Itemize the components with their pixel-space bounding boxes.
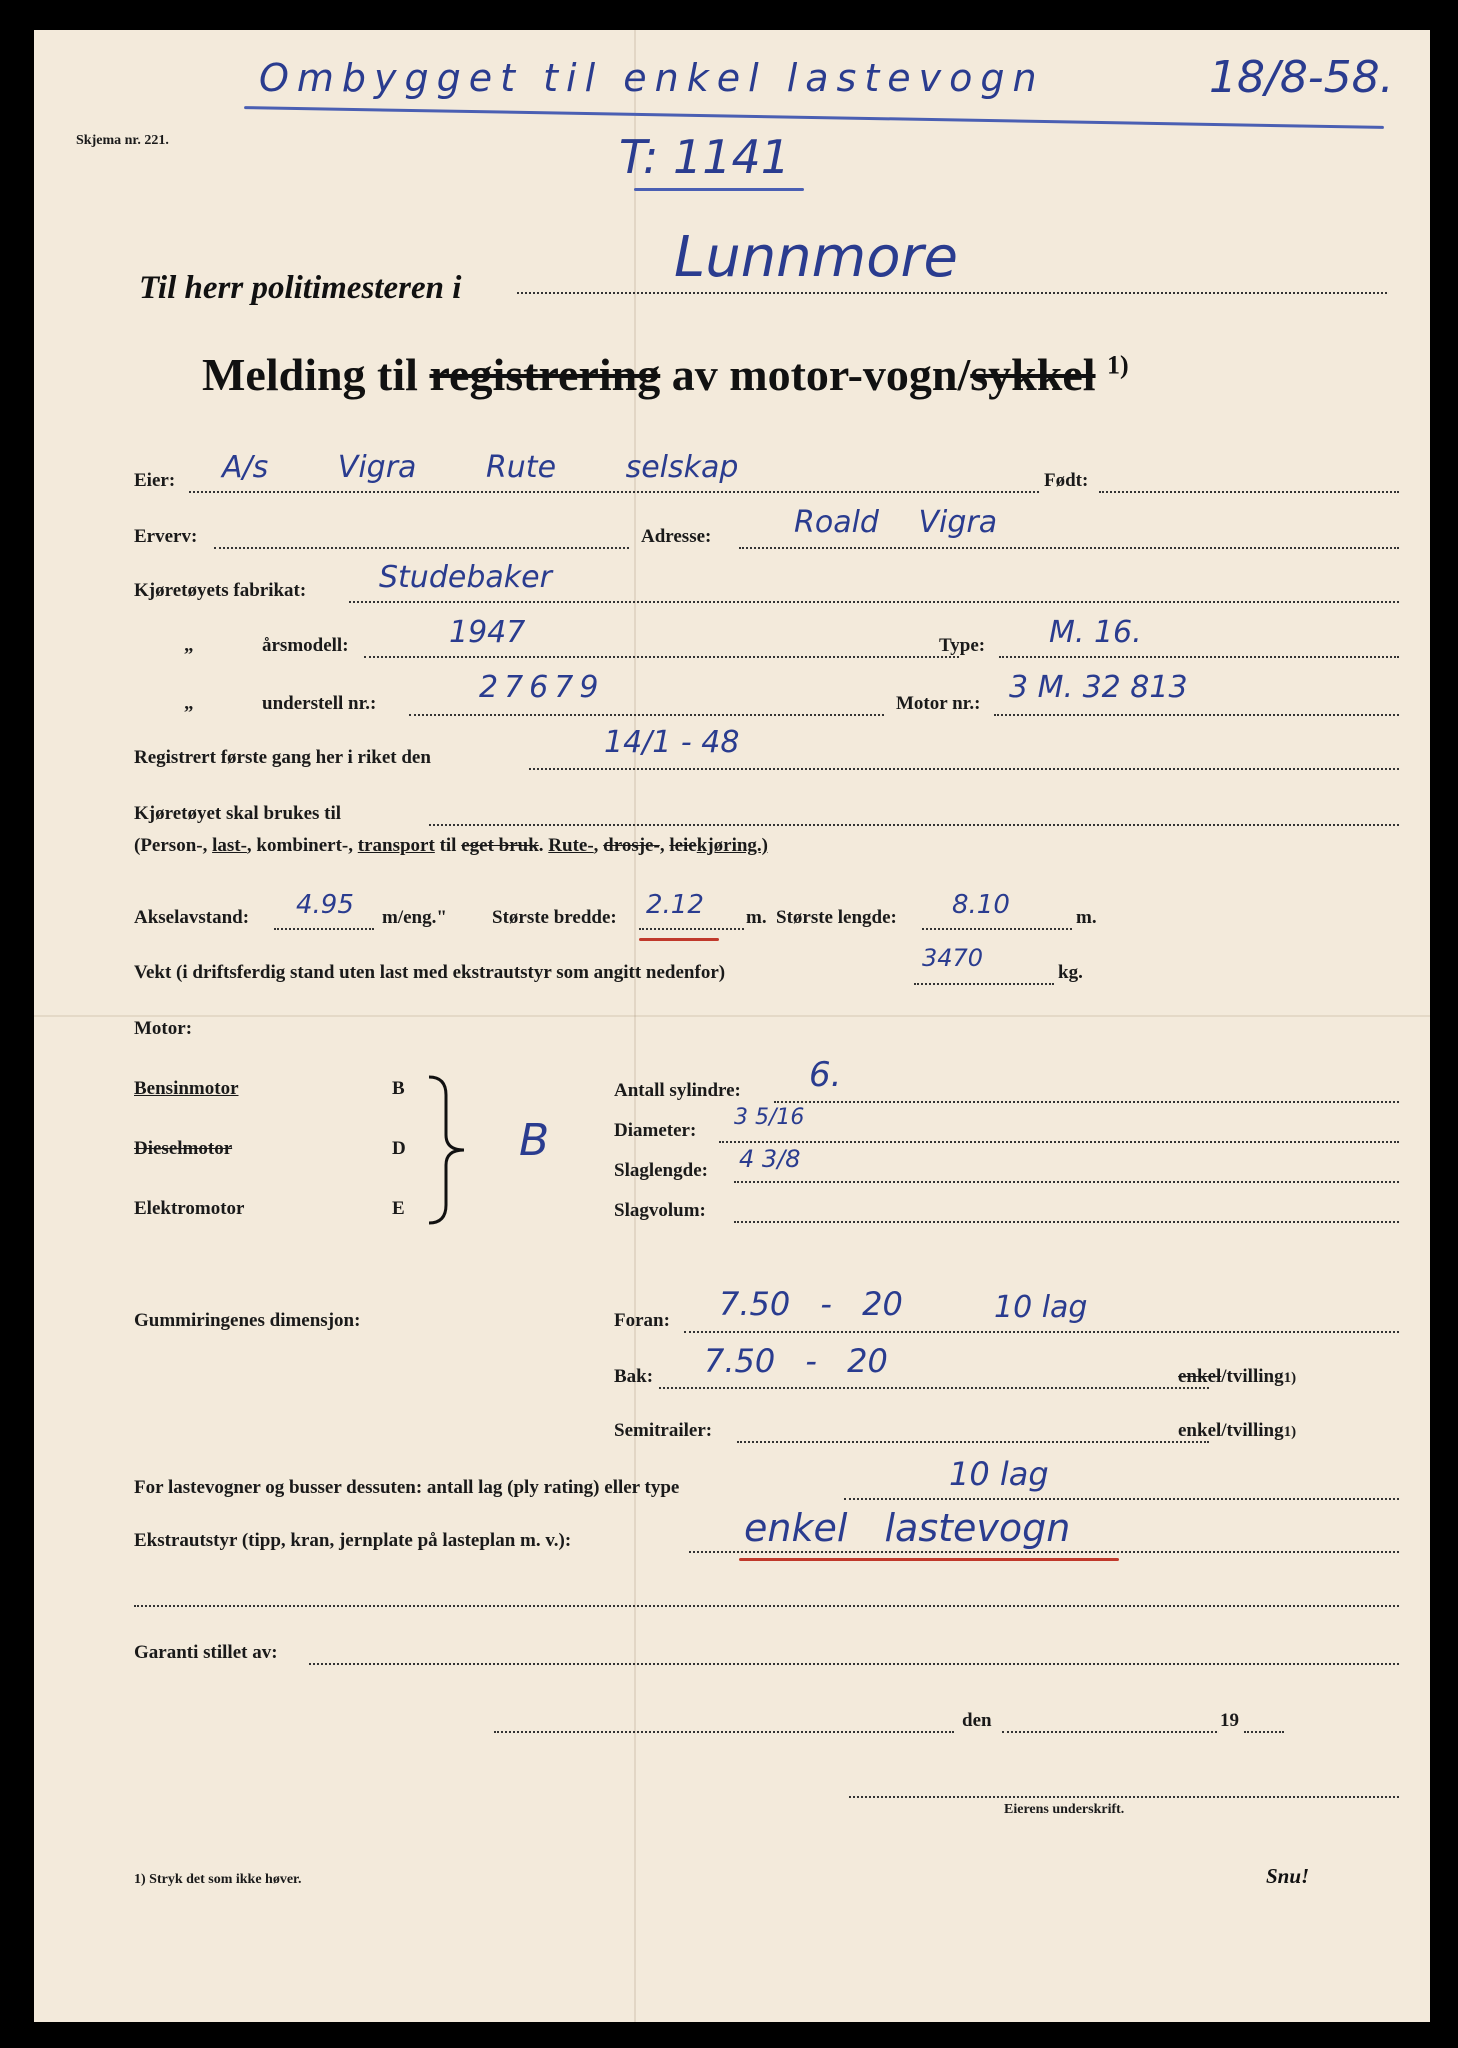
- arsmodell-value: 1947: [449, 615, 526, 650]
- semitrailer-line: [737, 1441, 1209, 1443]
- motor-label: Motor:: [134, 1018, 193, 1039]
- type-value: M. 16.: [1049, 615, 1142, 650]
- slaglengde-line: [734, 1181, 1399, 1183]
- bak-line: [659, 1387, 1209, 1389]
- title-part1: Melding til: [202, 349, 418, 400]
- usage-opt-sep3: ,: [659, 835, 670, 856]
- sylindre-label: Antall sylindre:: [614, 1080, 741, 1101]
- annotation-underline: [244, 106, 1384, 129]
- usage-opt-transport: transport: [357, 835, 435, 856]
- eier-line: [189, 491, 1039, 493]
- vekt-label: Vekt (i driftsferdig stand uten last med ekstrautstyr som angitt nedenfor): [134, 962, 726, 983]
- motor-code-d: D: [392, 1138, 406, 1159]
- arsmodell-line: [364, 656, 959, 658]
- foran-line: [684, 1331, 1399, 1333]
- motor-nr-line: [994, 714, 1399, 716]
- footnote-text: 1) Stryk det som ikke høver.: [134, 1872, 302, 1887]
- signature-line: [849, 1796, 1399, 1798]
- motor-type-diesel: Dieselmotor: [134, 1138, 233, 1159]
- sylindre-value: 6.: [809, 1055, 842, 1095]
- lengde-line: [922, 928, 1072, 930]
- bredde-label: Største bredde:: [492, 907, 617, 928]
- form-title: [202, 348, 1129, 401]
- bredde-line: [639, 928, 744, 930]
- semitrailer-enkel-tvilling: enkel/tvilling: [1178, 1420, 1284, 1441]
- semitrailer-suffix: [1178, 1420, 1296, 1442]
- garanti-label: Garanti stillet av:: [134, 1642, 278, 1663]
- fabrikat-value: Studebaker: [379, 560, 552, 595]
- lengde-label: Største lengde:: [776, 907, 897, 928]
- year-line: [1244, 1731, 1284, 1733]
- motor-type-elektro: Elektromotor: [134, 1198, 245, 1219]
- usage-opt-person: (Person-,: [134, 835, 213, 856]
- slaglengde-label: Slaglengde:: [614, 1160, 708, 1181]
- bredde-value: 2.12: [646, 890, 704, 920]
- form-number: Skjema nr. 221.: [76, 133, 169, 148]
- fodt-line: [1099, 491, 1399, 493]
- garanti-line: [309, 1663, 1399, 1665]
- title-struck-sykkel: sykkel: [970, 349, 1096, 400]
- aksel-line: [274, 928, 374, 930]
- slagvolum-line: [734, 1221, 1399, 1223]
- annotation-rebuilt: Ombygget til enkel lastevogn: [259, 56, 1045, 100]
- motor-selected: B: [519, 1115, 550, 1166]
- type-line: [999, 656, 1399, 658]
- adresse-label: Adresse:: [641, 526, 712, 547]
- usage-opt-last: last-: [212, 835, 247, 856]
- aksel-value: 4.95: [296, 890, 354, 920]
- diameter-label: Diameter:: [614, 1120, 697, 1141]
- quote-mark-1: „: [184, 635, 194, 656]
- tires-label: Gummiringenes dimensjon:: [134, 1310, 361, 1331]
- ekstra-red-underline: [739, 1558, 1119, 1561]
- erverv-label: Erverv:: [134, 526, 198, 547]
- year-prefix: 19: [1220, 1710, 1239, 1731]
- usage-opt-eget-bruk: eget bruk: [461, 835, 539, 856]
- place-line: [494, 1731, 954, 1733]
- signature-caption: Eierens underskrift.: [1004, 1802, 1125, 1817]
- motor-code-e: E: [392, 1198, 405, 1219]
- arsmodell-label: årsmodell:: [262, 635, 349, 656]
- turn-over-note: Snu!: [1266, 1864, 1310, 1888]
- fabrikat-line: [349, 601, 1399, 603]
- lag-line: [844, 1498, 1399, 1500]
- reg-number-underline: [634, 188, 804, 191]
- usage-opt-sep2: ,: [593, 835, 604, 856]
- paper-fold-horizontal: [34, 1015, 1430, 1017]
- usage-line: [429, 824, 1399, 826]
- registrert-line: [529, 768, 1399, 770]
- sylindre-line: [774, 1101, 1399, 1103]
- adresse-line: [739, 547, 1399, 549]
- usage-label: Kjøretøyet skal brukes til: [134, 803, 342, 824]
- recipient-value: Lunnmore: [674, 225, 958, 290]
- bak-value: 7.50 - 20: [704, 1342, 888, 1380]
- eier-label: Eier:: [134, 470, 176, 491]
- eier-value: A/s Vigra Rute selskap: [222, 450, 739, 485]
- vekt-value: 3470: [922, 944, 984, 972]
- slagvolum-label: Slagvolum:: [614, 1200, 706, 1221]
- bredde-red-underline: [639, 938, 719, 941]
- usage-opt-drosje: drosje-: [603, 835, 660, 856]
- usage-opt-rute: Rute-: [548, 835, 594, 856]
- ekstra-label: Ekstrautstyr (tipp, kran, jernplate på lasteplan m. v.):: [134, 1530, 572, 1551]
- motor-nr-label: Motor nr.:: [896, 693, 981, 714]
- form-page: [34, 30, 1430, 2022]
- title-footnote: 1): [1107, 350, 1129, 380]
- lag-value: 10 lag: [949, 1455, 1049, 1493]
- registrert-value: 14/1 - 48: [604, 725, 740, 760]
- annotation-date: 18/8-58.: [1209, 52, 1394, 103]
- bak-enkel-struck: enkel: [1178, 1366, 1222, 1387]
- usage-opt-leie: leie: [669, 835, 697, 856]
- vekt-line: [914, 983, 1054, 985]
- fodt-label: Født:: [1044, 470, 1089, 491]
- motor-type-bensin: Bensinmotor: [134, 1078, 239, 1099]
- motor-code-b: B: [392, 1078, 405, 1099]
- bak-suffix: [1178, 1366, 1296, 1388]
- quote-mark-2: „: [184, 693, 194, 714]
- ekstra-line: [689, 1551, 1399, 1553]
- registration-number: T: 1141: [619, 130, 791, 184]
- semitrailer-footnote: 1): [1283, 1424, 1297, 1440]
- foran-label: Foran:: [614, 1310, 670, 1331]
- understell-value: 27679: [479, 670, 605, 705]
- bak-label: Bak:: [614, 1366, 654, 1387]
- diameter-line: [719, 1141, 1399, 1143]
- lag-label: For lastevogner og busser dessuten: antall lag (ply rating) eller type: [134, 1477, 680, 1498]
- lengde-unit: m.: [1076, 907, 1097, 928]
- lengde-value: 8.10: [952, 890, 1010, 920]
- motor-brace: [424, 1075, 474, 1225]
- usage-options: [134, 835, 768, 857]
- foran-value: 7.50 - 20: [719, 1285, 903, 1323]
- semitrailer-label: Semitrailer:: [614, 1420, 713, 1441]
- usage-opt-sep1: .: [538, 835, 549, 856]
- erverv-line: [214, 547, 629, 549]
- adresse-value: Roald Vigra: [794, 505, 998, 540]
- usage-opt-kjoring: kjøring.): [696, 835, 768, 856]
- den-label: den: [962, 1710, 992, 1731]
- type-label: Type:: [939, 635, 986, 656]
- bak-footnote: 1): [1283, 1370, 1297, 1386]
- usage-opt-kombinert: , kombinert-,: [246, 835, 358, 856]
- slaglengde-value: 4 3/8: [739, 1145, 801, 1173]
- vekt-unit: kg.: [1058, 962, 1083, 983]
- aksel-unit: m/eng.": [382, 907, 447, 928]
- recipient-line: [517, 292, 1387, 294]
- recipient-label: Til herr politimesteren i: [139, 270, 462, 306]
- paper-fold-vertical: [634, 30, 636, 2022]
- bredde-unit: m.: [746, 907, 767, 928]
- title-struck-registrering: registrering: [429, 349, 661, 400]
- bak-tvilling: /tvilling: [1221, 1366, 1284, 1387]
- understell-label: understell nr.:: [262, 693, 377, 714]
- usage-opt-til: til: [434, 835, 462, 856]
- motor-nr-value: 3 M. 32 813: [1009, 670, 1188, 705]
- ekstra-line-2: [134, 1605, 1399, 1607]
- foran-extra: 10 lag: [994, 1290, 1088, 1325]
- understell-line: [409, 714, 884, 716]
- fabrikat-label: Kjøretøyets fabrikat:: [134, 580, 307, 601]
- aksel-label: Akselavstand:: [134, 907, 250, 928]
- ekstra-value: enkel lastevogn: [744, 1506, 1071, 1550]
- diameter-value: 3 5/16: [734, 1105, 805, 1130]
- date-line: [1002, 1731, 1217, 1733]
- registrert-label: Registrert første gang her i riket den: [134, 747, 431, 768]
- title-part2: av motor-vogn/: [671, 349, 971, 400]
